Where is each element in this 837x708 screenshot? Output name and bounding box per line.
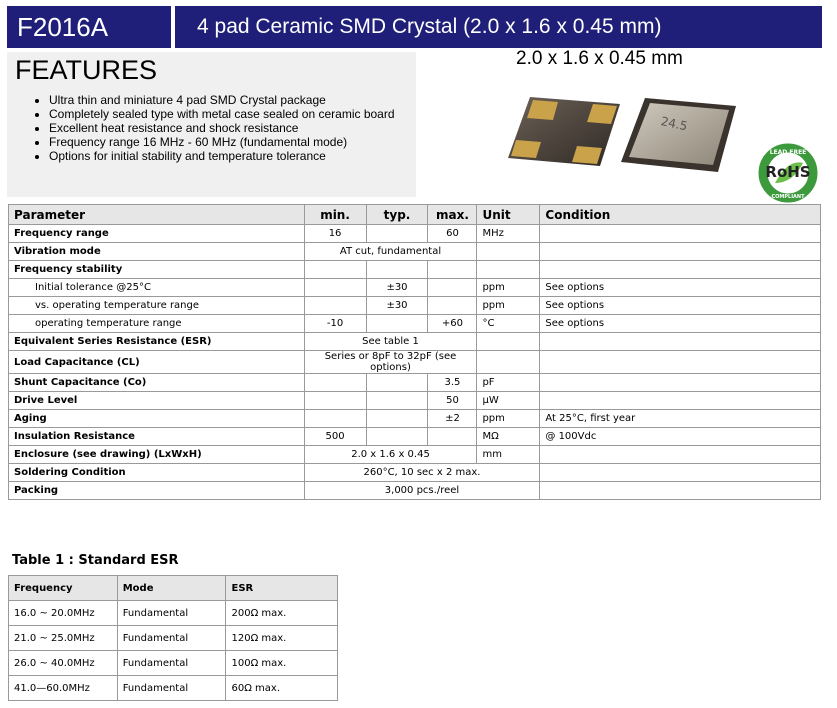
page-title: 4 pad Ceramic SMD Crystal (2.0 x 1.6 x 0.45 mm) bbox=[175, 6, 822, 48]
rohs-text: RoHS bbox=[765, 163, 811, 181]
typ-cell bbox=[366, 410, 428, 428]
param-cell: operating temperature range bbox=[9, 315, 305, 333]
value-span-cell: AT cut, fundamental bbox=[304, 243, 477, 261]
unit-cell: °C bbox=[477, 315, 540, 333]
max-cell bbox=[428, 261, 477, 279]
header-condition: Condition bbox=[540, 205, 821, 225]
header-typ: typ. bbox=[366, 205, 428, 225]
table-row bbox=[9, 351, 821, 374]
condition-cell bbox=[540, 464, 821, 482]
table-row bbox=[9, 651, 338, 676]
condition-cell bbox=[540, 333, 821, 351]
header-frequency: Frequency bbox=[9, 576, 118, 601]
rohs-logo bbox=[757, 143, 819, 203]
typ-cell: ±30 bbox=[366, 297, 428, 315]
param-cell: Equivalent Series Resistance (ESR) bbox=[9, 333, 305, 351]
feature-item: • Ultra thin and miniature 4 pad SMD Crystal package bbox=[49, 93, 395, 107]
mode-cell: Fundamental bbox=[117, 676, 226, 701]
value-span-cell: 3,000 pcs./reel bbox=[304, 482, 540, 500]
param-cell: Soldering Condition bbox=[9, 464, 305, 482]
esr-header-row bbox=[9, 576, 338, 601]
frequency-cell: 41.0—60.0MHz bbox=[9, 676, 118, 701]
crystal-top-view bbox=[621, 98, 736, 172]
features-list bbox=[29, 93, 395, 163]
param-cell: Vibration mode bbox=[9, 243, 305, 261]
param-cell: Aging bbox=[9, 410, 305, 428]
spec-table bbox=[8, 204, 821, 500]
unit-cell: mm bbox=[477, 446, 540, 464]
param-cell: Initial tolerance @25°C bbox=[9, 279, 305, 297]
table-row bbox=[9, 243, 821, 261]
max-cell: 50 bbox=[428, 392, 477, 410]
header-min: min. bbox=[304, 205, 366, 225]
param-cell: Frequency range bbox=[9, 225, 305, 243]
unit-cell: MHz bbox=[477, 225, 540, 243]
unit-cell bbox=[477, 333, 540, 351]
typ-cell bbox=[366, 428, 428, 446]
crystal-photo bbox=[500, 92, 740, 176]
param-cell: Insulation Resistance bbox=[9, 428, 305, 446]
condition-cell: See options bbox=[540, 297, 821, 315]
header-esr: ESR bbox=[226, 576, 338, 601]
param-cell: Load Capacitance (CL) bbox=[9, 351, 305, 374]
table-row bbox=[9, 225, 821, 243]
crystal-bottom-view bbox=[508, 97, 620, 166]
features-panel bbox=[7, 52, 416, 197]
rohs-top-text: LEAD FREE bbox=[769, 149, 807, 156]
min-cell bbox=[304, 279, 366, 297]
frequency-cell: 16.0 ~ 20.0MHz bbox=[9, 601, 118, 626]
condition-cell bbox=[540, 225, 821, 243]
param-cell: Frequency stability bbox=[9, 261, 305, 279]
features-heading: FEATURES bbox=[15, 55, 158, 85]
unit-cell bbox=[477, 351, 540, 374]
table-row bbox=[9, 410, 821, 428]
param-cell: Enclosure (see drawing) (LxWxH) bbox=[9, 446, 305, 464]
value-span-cell: 260°C, 10 sec x 2 max. bbox=[304, 464, 540, 482]
min-cell bbox=[304, 261, 366, 279]
condition-cell bbox=[540, 351, 821, 374]
condition-cell: At 25°C, first year bbox=[540, 410, 821, 428]
esr-table bbox=[8, 575, 338, 701]
typ-cell bbox=[366, 374, 428, 392]
unit-cell: ppm bbox=[477, 297, 540, 315]
typ-cell bbox=[366, 261, 428, 279]
param-cell: Drive Level bbox=[9, 392, 305, 410]
frequency-cell: 26.0 ~ 40.0MHz bbox=[9, 651, 118, 676]
condition-cell bbox=[540, 243, 821, 261]
unit-cell bbox=[477, 261, 540, 279]
mode-cell: Fundamental bbox=[117, 601, 226, 626]
table-row bbox=[9, 446, 821, 464]
typ-cell: ±30 bbox=[366, 279, 428, 297]
table-row bbox=[9, 333, 821, 351]
max-cell bbox=[428, 279, 477, 297]
table-row bbox=[9, 261, 821, 279]
condition-cell bbox=[540, 446, 821, 464]
min-cell: -10 bbox=[304, 315, 366, 333]
mode-cell: Fundamental bbox=[117, 626, 226, 651]
param-cell: Packing bbox=[9, 482, 305, 500]
max-cell: +60 bbox=[428, 315, 477, 333]
esr-cell: 120Ω max. bbox=[226, 626, 338, 651]
condition-cell: @ 100Vdc bbox=[540, 428, 821, 446]
min-cell bbox=[304, 392, 366, 410]
max-cell bbox=[428, 428, 477, 446]
condition-cell: See options bbox=[540, 279, 821, 297]
typ-cell bbox=[366, 225, 428, 243]
condition-cell bbox=[540, 482, 821, 500]
header-mode: Mode bbox=[117, 576, 226, 601]
table-row bbox=[9, 279, 821, 297]
lid-marking: 24.5 bbox=[659, 114, 689, 134]
unit-cell: ppm bbox=[477, 410, 540, 428]
max-cell: ±2 bbox=[428, 410, 477, 428]
esr-cell: 200Ω max. bbox=[226, 601, 338, 626]
max-cell bbox=[428, 297, 477, 315]
esr-cell: 60Ω max. bbox=[226, 676, 338, 701]
spec-header-row bbox=[9, 205, 821, 225]
table-row bbox=[9, 482, 821, 500]
frequency-cell: 21.0 ~ 25.0MHz bbox=[9, 626, 118, 651]
param-cell: vs. operating temperature range bbox=[9, 297, 305, 315]
header-unit: Unit bbox=[477, 205, 540, 225]
table-row bbox=[9, 464, 821, 482]
param-cell: Shunt Capacitance (Co) bbox=[9, 374, 305, 392]
unit-cell: ppm bbox=[477, 279, 540, 297]
unit-cell: pF bbox=[477, 374, 540, 392]
min-cell bbox=[304, 410, 366, 428]
typ-cell bbox=[366, 392, 428, 410]
feature-item: • Frequency range 16 MHz - 60 MHz (fundamental mode) bbox=[49, 135, 395, 149]
table-row bbox=[9, 676, 338, 701]
package-dimensions: 2.0 x 1.6 x 0.45 mm bbox=[516, 48, 683, 69]
condition-cell: See options bbox=[540, 315, 821, 333]
header-parameter: Parameter bbox=[9, 205, 305, 225]
table-row bbox=[9, 626, 338, 651]
table-row bbox=[9, 315, 821, 333]
min-cell: 500 bbox=[304, 428, 366, 446]
unit-cell bbox=[477, 243, 540, 261]
rohs-bottom-text: COMPLIANT bbox=[771, 194, 805, 200]
part-number: F2016A bbox=[7, 6, 171, 48]
value-span-cell: 2.0 x 1.6 x 0.45 bbox=[304, 446, 477, 464]
value-span-cell: See table 1 bbox=[304, 333, 477, 351]
condition-cell bbox=[540, 374, 821, 392]
table-row bbox=[9, 374, 821, 392]
max-cell: 60 bbox=[428, 225, 477, 243]
feature-item: • Excellent heat resistance and shock resistance bbox=[49, 121, 395, 135]
min-cell: 16 bbox=[304, 225, 366, 243]
esr-table-caption: Table 1 : Standard ESR bbox=[12, 553, 179, 568]
table-row bbox=[9, 428, 821, 446]
condition-cell bbox=[540, 392, 821, 410]
esr-cell: 100Ω max. bbox=[226, 651, 338, 676]
max-cell: 3.5 bbox=[428, 374, 477, 392]
table-row bbox=[9, 601, 338, 626]
min-cell bbox=[304, 297, 366, 315]
typ-cell bbox=[366, 315, 428, 333]
header-max: max. bbox=[428, 205, 477, 225]
mode-cell: Fundamental bbox=[117, 651, 226, 676]
feature-item: • Options for initial stability and temperature tolerance bbox=[49, 149, 395, 163]
feature-item: • Completely sealed type with metal case sealed on ceramic board bbox=[49, 107, 395, 121]
table-row bbox=[9, 297, 821, 315]
unit-cell: µW bbox=[477, 392, 540, 410]
condition-cell bbox=[540, 261, 821, 279]
value-span-cell: Series or 8pF to 32pF (see options) bbox=[304, 351, 477, 374]
unit-cell: MΩ bbox=[477, 428, 540, 446]
min-cell bbox=[304, 374, 366, 392]
table-row bbox=[9, 392, 821, 410]
